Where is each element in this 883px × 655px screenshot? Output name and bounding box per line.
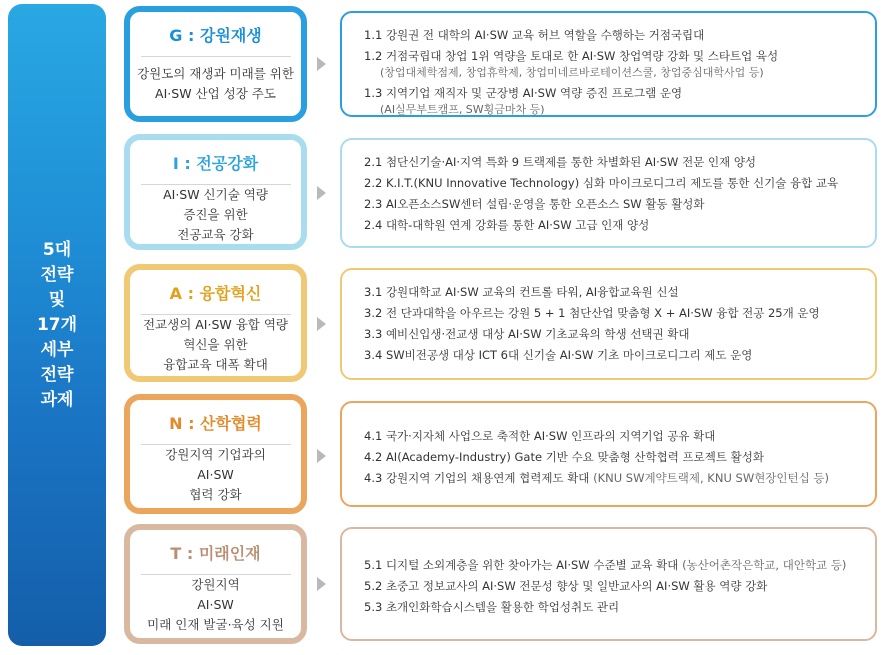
task-item: 4.2 AI(Academy-Industry) Gate 기반 수요 맞춤형 산학협력 프로젝트 활성화 — [364, 450, 764, 464]
strategy-heading: N : 산학협력 — [141, 400, 291, 445]
task-note: (농산어촌작은학교, 대안학교 등) — [682, 558, 847, 572]
strategy-description — [137, 57, 294, 116]
description-line: 강원지역 — [191, 577, 240, 592]
title-line: 및 — [48, 289, 66, 310]
description-line: 전공교육 강화 — [177, 227, 254, 242]
task-text: 4.3 강원지역 기업의 채용연계 협력제도 확대 — [364, 471, 590, 485]
strategy-description — [147, 575, 284, 641]
title-line: 5대 — [42, 239, 72, 260]
title-line: 17개 — [36, 314, 78, 335]
description-line: 강원지역 기업과의 — [165, 447, 266, 462]
task-list-g — [340, 11, 877, 117]
description-line: 혁신을 위한 — [183, 337, 248, 352]
description-line: AI·SW 신기술 역량 — [163, 187, 268, 202]
strategy-card-g — [124, 6, 307, 122]
task-item: 3.1 강원대학교 AI·SW 교육의 컨트롤 타워, AI융합교육원 신설 — [364, 285, 679, 299]
task-item: 3.3 예비신입생·전교생 대상 AI·SW 기초교육의 학생 선택권 확대 — [364, 327, 690, 341]
strategy-description — [165, 445, 266, 511]
task-list-t — [340, 527, 877, 641]
task-note: (AI실무부트캠프, SW횡금마차 등) — [380, 103, 545, 116]
strategy-row-t — [124, 524, 877, 644]
task-item: 2.2 K.I.T.(KNU Innovative Technology) 심화 마이크로디그리 제도를 통한 신기술 융합 교육 — [364, 176, 839, 190]
strategy-row-i — [124, 134, 877, 250]
task-item: 2.4 대학-대학원 연계 강화를 통한 AI·SW 고급 인재 양성 — [364, 218, 650, 232]
strategy-card-a — [124, 264, 307, 382]
strategy-heading: A : 융합혁신 — [141, 270, 291, 315]
task-item: 1.2 거점국립대 창업 1위 역량을 토대로 한 AI·SW 창업역량 강화 및 스타트업 육성 — [364, 49, 779, 63]
task-list-i — [340, 138, 877, 248]
arrow-icon — [317, 186, 326, 200]
task-item: 4.1 국가·지자체 사업으로 축적한 AI·SW 인프라의 지역기업 공유 확대 — [364, 429, 716, 443]
title-line: 전략 — [40, 364, 74, 385]
description-line: AI·SW — [197, 597, 234, 612]
task-note: (창업대체학점제, 창업휴학제, 창업미네르바로테이션스쿨, 창업중심대학사업 등) — [380, 66, 764, 79]
strategy-row-a — [124, 264, 877, 382]
strategy-card-i — [124, 134, 307, 250]
task-item: 3.2 전 단과대학을 아우르는 강원 5 + 1 첨단산업 맞춤형 X + AI·SW 융합 전공 25개 운영 — [364, 306, 820, 320]
description-line: 전교생의 AI·SW 융합 역량 — [142, 317, 289, 332]
task-text: 5.1 디지털 소외계층을 위한 찾아가는 AI·SW 수준별 교육 확대 — [364, 558, 679, 572]
strategy-heading: T : 미래인재 — [141, 530, 291, 575]
task-item: 1.3 지역기업 재직자 및 군장병 AI·SW 역량 증진 프로그램 운영 — [364, 86, 683, 100]
title-line: 세부 — [40, 339, 74, 360]
strategy-description — [163, 185, 268, 251]
task-item: 3.4 SW비전공생 대상 ICT 6대 신기술 AI·SW 기초 마이크로디그리 제도 운영 — [364, 348, 753, 362]
strategy-row-g — [124, 6, 877, 122]
task-item: 2.1 첨단신기술·AI·지역 특화 9 트랙제를 통한 차별화된 AI·SW 전문 인재 양성 — [364, 155, 757, 169]
description-line: 융합교육 대폭 확대 — [163, 357, 268, 372]
task-list-a — [340, 268, 877, 380]
strategy-heading: G : 강원재생 — [141, 12, 291, 57]
description-line: 협력 강화 — [189, 487, 242, 502]
description-line: 증진을 위한 — [183, 207, 248, 222]
description-line: 미래 인재 발굴·육성 지원 — [147, 617, 284, 632]
description-line: AI·SW 산업 성장 주도 — [155, 85, 276, 101]
task-item — [364, 555, 875, 576]
arrow-icon — [317, 317, 326, 331]
strategy-title-bar — [8, 4, 106, 646]
arrow-icon — [317, 57, 326, 71]
description-line: AI·SW — [197, 467, 234, 482]
arrow-icon — [317, 449, 326, 463]
description-line: 강원도의 재생과 미래를 위한 — [137, 65, 294, 81]
task-note: (KNU SW계약트랙제, KNU SW현장인턴십 등) — [593, 471, 829, 485]
strategy-card-t — [124, 524, 307, 644]
strategy-row-n — [124, 394, 877, 514]
task-item — [364, 468, 875, 489]
title-line: 전략 — [40, 264, 74, 285]
task-list-n — [340, 401, 877, 507]
task-item: 5.2 초중고 정보교사의 AI·SW 전문성 향상 및 일반교사의 AI·SW 활용 역량 강화 — [364, 579, 768, 593]
arrow-icon — [317, 577, 326, 591]
strategy-title — [37, 238, 77, 413]
task-item: 5.3 초개인화학습시스템을 활용한 학업성취도 관리 — [364, 600, 620, 614]
title-line: 과제 — [40, 389, 74, 410]
strategy-heading: I : 전공강화 — [141, 140, 291, 185]
strategy-description — [143, 315, 288, 381]
task-item: 2.3 AI오픈소스SW센터 설립·운영을 통한 오픈소스 SW 활동 활성화 — [364, 197, 705, 211]
strategy-card-n — [124, 394, 307, 514]
task-item: 1.1 강원권 전 대학의 AI·SW 교육 허브 역할을 수행하는 거점국립대 — [364, 28, 705, 42]
